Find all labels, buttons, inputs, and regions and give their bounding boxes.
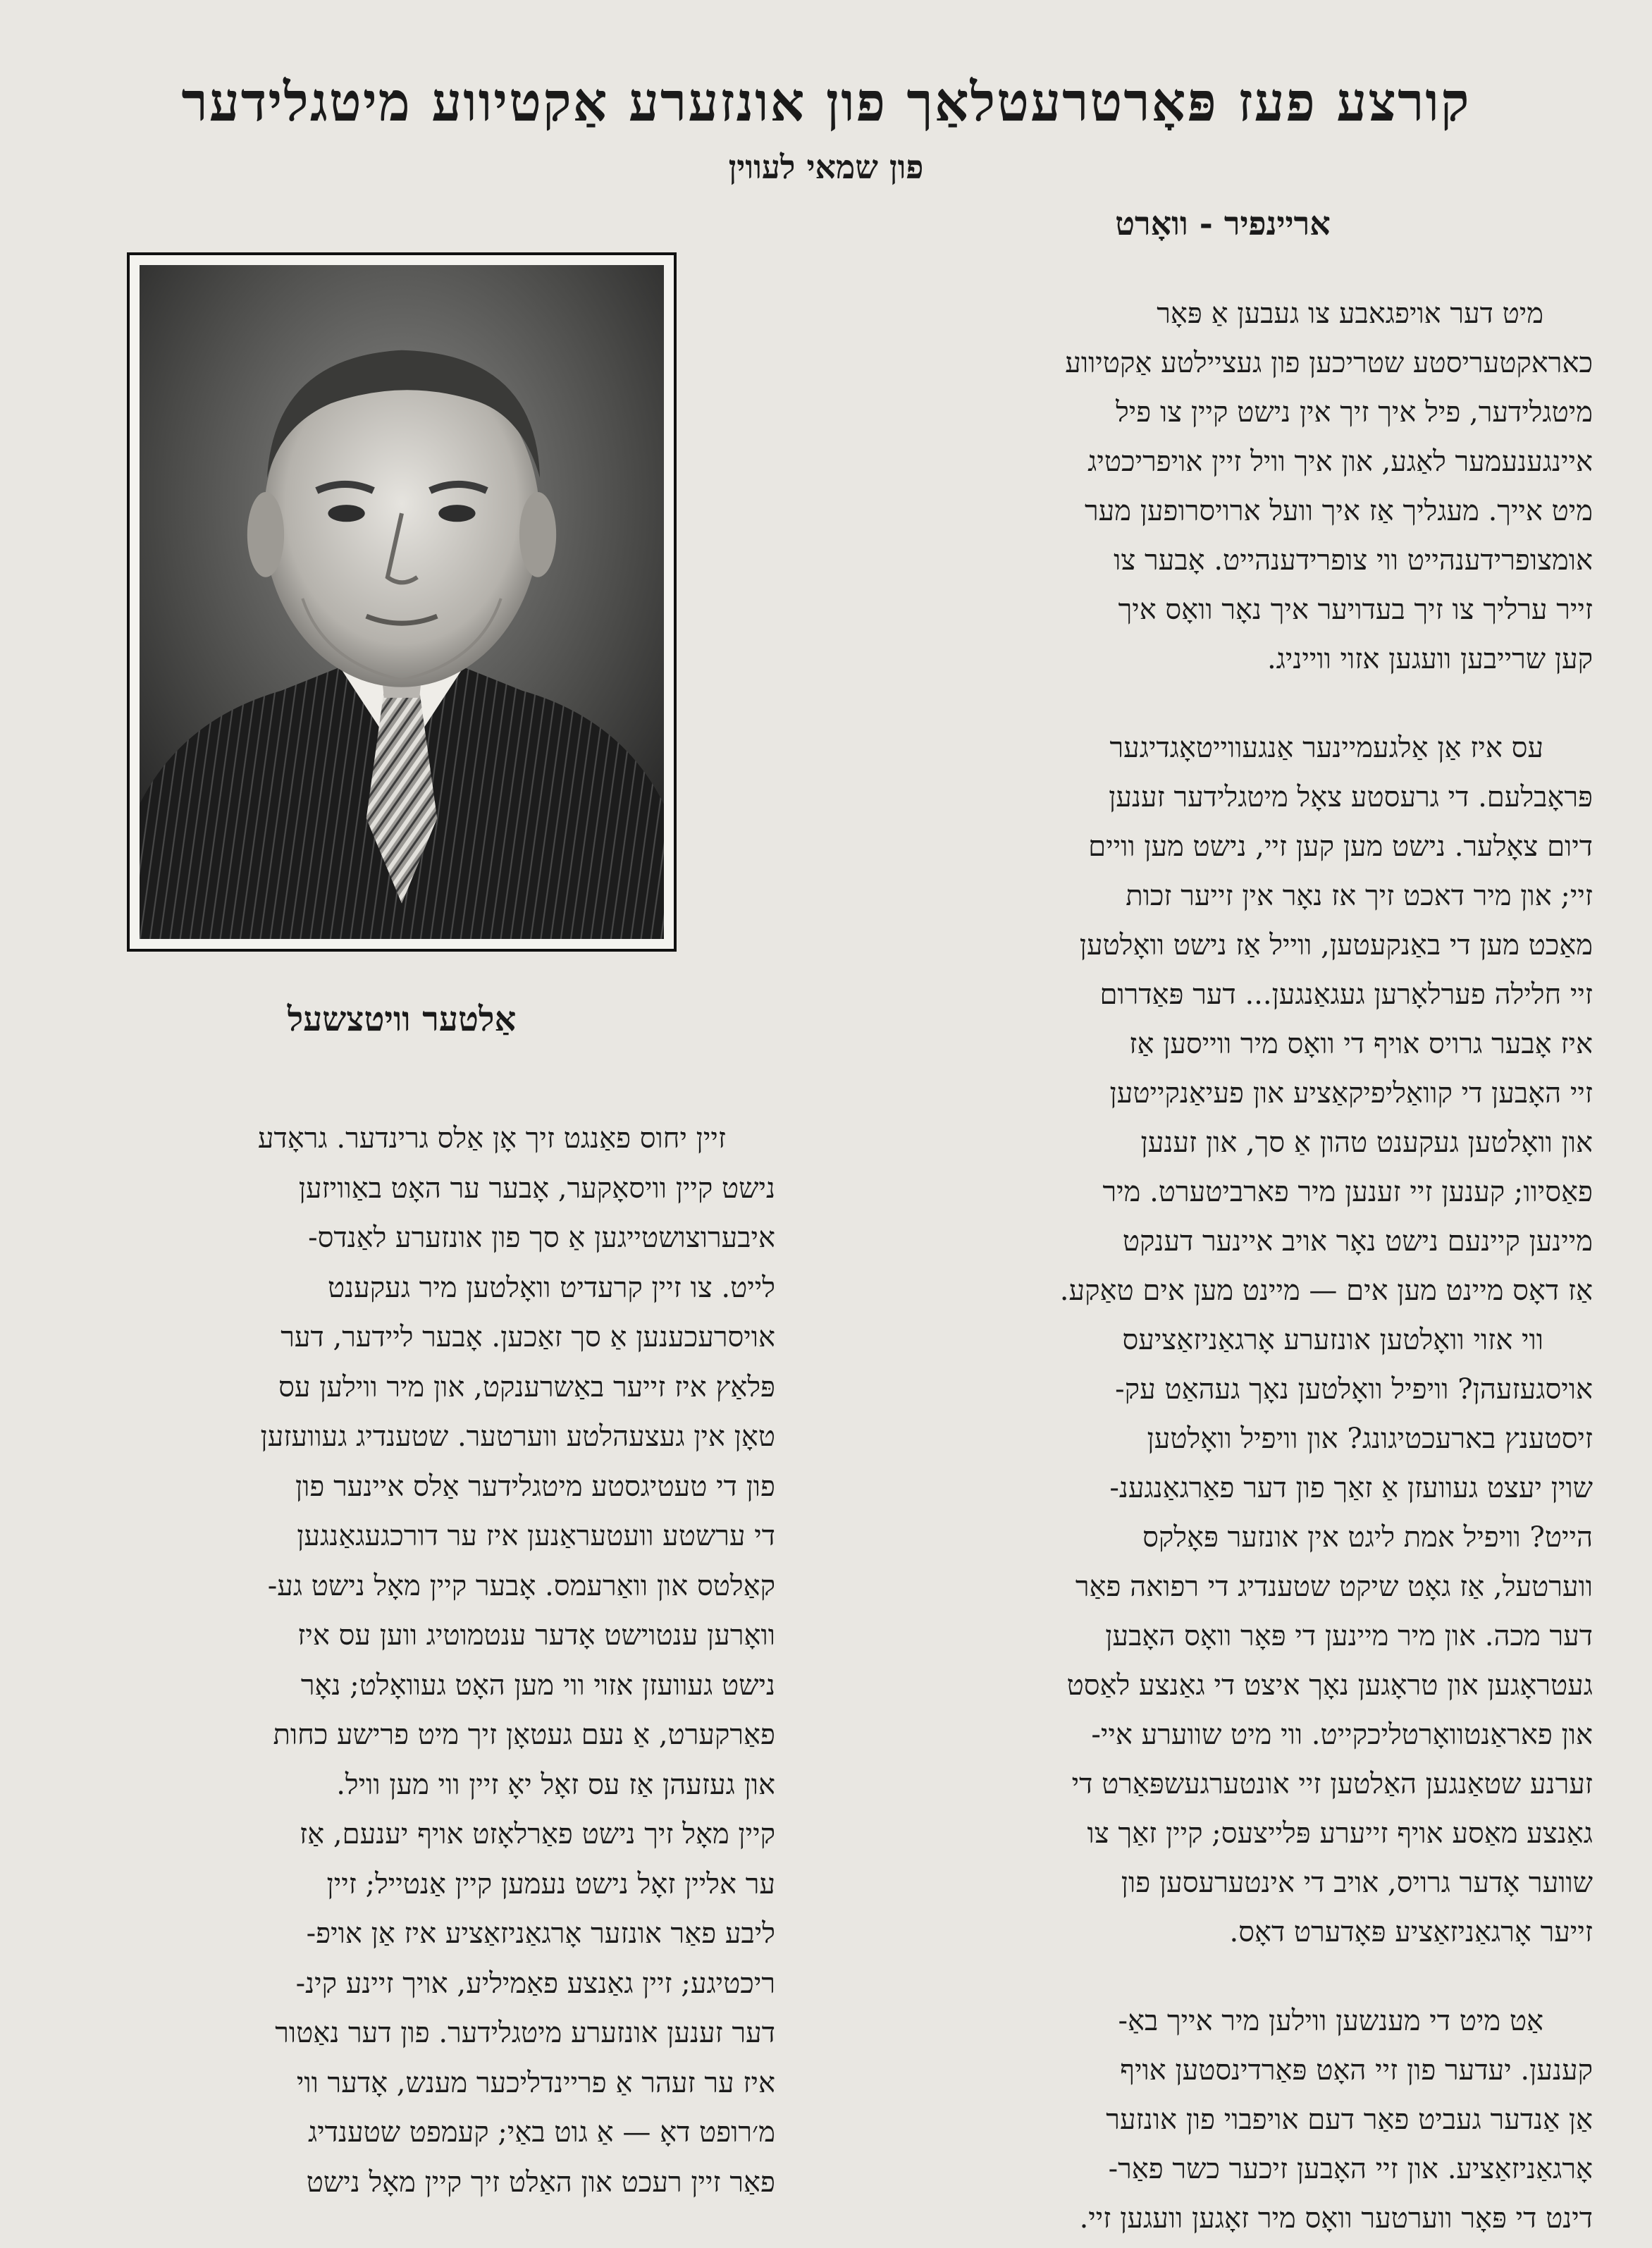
- text-line: מאַכט מען די באַנקעטען, ווייל אַז נישט וואָלטען: [1079, 929, 1593, 962]
- text-line: זיי חלילה פערלאָרען געגאַנגען... דער פּאַדרום: [1099, 978, 1593, 1011]
- text-line: איינגענעמער לאַגע, און איך וויל זיין אויפריכטיג: [1087, 446, 1593, 478]
- text-line: פאַר זיין רעכט און האַלט זיך קיין מאָל נישט: [306, 2166, 775, 2199]
- text-line: מיינען קיינעם נישט נאָר אויב איינער דענקט: [1122, 1225, 1593, 1258]
- text-line: און וואָלטען געקענט טהון אַ סך, און זענען: [1140, 1126, 1593, 1159]
- text-line: דער זענען אונזערע מיטגלידער. פון דער נאַטור: [275, 2017, 775, 2049]
- text-line: פאַרקערט, אַ נעם געטאָן זיך מיט פרישע כחות: [273, 1719, 775, 1751]
- text-line: דינט די פּאָר ווערטער וואָס מיר זאָגען וועגען זיי.: [1079, 2202, 1593, 2235]
- intro-paragraph: [853, 723, 1593, 1315]
- text-line: גאַנצע מאַסע אויף זייערע פּלייצעס; קיין זאַך צו: [1087, 1817, 1593, 1850]
- intro-column: [853, 289, 1593, 2243]
- photo-caption: אַלטער וויטצשעל: [287, 1000, 517, 1039]
- text-line: לייט. צו זיין קרעדיט וואָלטען מיר געקענט: [327, 1271, 775, 1304]
- text-line: אויסרעכענען אַ סך זאַכען. אָבער ליידער, דער: [281, 1321, 775, 1353]
- text-line: ליבע פאַר אונזער אָרגאַניזאַציע איז אַן אויפ-: [306, 1917, 775, 1950]
- intro-paragraph: [853, 1996, 1593, 2243]
- text-line: קען שרייבען וועגען אזוי ווייניג.: [1266, 643, 1593, 675]
- text-line: און געזעהן אַז עס זאָל יאָ זיין ווי מען וויל.: [336, 1768, 775, 1801]
- text-line: דער מכה. און מיר מיינען די פּאָר וואָס האָבען: [1105, 1620, 1593, 1652]
- text-line: איבערוצושטייגען אַ סך פון אונזערע לאַנדס-: [308, 1222, 775, 1254]
- text-line: ווערטעל, אַז גאָט שיקט שטענדיג די רפואה פאַר: [1075, 1571, 1593, 1603]
- intro-paragraph: [853, 1315, 1593, 1957]
- section-heading: אריינפיר - וואָרט: [1115, 204, 1331, 242]
- text-line: זיסטענץ בארעכטיגונג? און וויפיל וואָלטען: [1147, 1423, 1593, 1455]
- text-line: ווי אזוי וואָלטען אונזערע אָרגאַניזאַציעס: [1122, 1324, 1543, 1356]
- text-line: און פאראַנטוואָרטליכקייט. ווי מיט שווערע איי-: [1091, 1719, 1593, 1751]
- text-line: פאַסיוו; קענען זיי זענען מיר פארביטערט. מיר: [1102, 1176, 1593, 1208]
- text-line: אויסגעזעהן? וויפיל וואָלטען נאָך געהאַט עק-: [1115, 1373, 1593, 1406]
- text-line: פון די טעטיגסטע מיטגלידער אַלס איינער פון: [295, 1470, 775, 1503]
- text-line: זייער אָרגאַניזאַציע פּאָדערט דאָס.: [1229, 1916, 1593, 1948]
- text-line: כאראקטעריסטע שטריכען פון געציילטע אַקטיווע: [1065, 347, 1593, 379]
- text-line: איז ער זעהר אַ פריינדליכער מענש, אָדער ווי: [296, 2066, 775, 2099]
- text-line: נישט געוועזן אזוי ווי מען האָט געוואָלט; נאָר: [300, 1669, 775, 1702]
- portrait-photo: [127, 252, 677, 952]
- text-line: זערנע שטאַנגען האַלטען זיי אונטערגעשפּאַרט די: [1071, 1768, 1593, 1800]
- text-line: ער אליין זאָל נישט נעמען קיין אַנטייל; זיין: [326, 1867, 775, 1900]
- text-line: וואָרען ענטוישט אָדער ענטמוטיג ווען עס איז: [297, 1619, 775, 1652]
- text-line: מ׳רופט דאָ — אַ גוט באַי; קעמפט שטענדיג: [308, 2116, 775, 2149]
- text-line: פּראָבלעם. די גרעסטע צאָל מיטגלידער זענען: [1109, 781, 1593, 813]
- intro-paragraph: [853, 289, 1593, 684]
- text-line: זיי האָבען די קוואַליפיקאַציע און פעיאַנקייטען: [1109, 1077, 1593, 1110]
- portrait-image: [140, 265, 664, 939]
- text-line: שווער אָדער גרויס, אויב די אינטערעסען פון: [1121, 1867, 1593, 1899]
- text-line: אָרגאַניזאַציע. און זיי האָבען זיכער כשר פאַר-: [1108, 2153, 1593, 2185]
- text-line: שוין יעצט געוועזן אַ זאַך פון דער פאַרגאַנגענ-: [1109, 1472, 1593, 1504]
- page-title: קורצע פעז פּאָרטרעטלאַך פון אונזערע אַקטיווע מיטגלידער: [181, 70, 1471, 133]
- text-line: געטראָגען און טראָגען נאָך איצט די גאַנצע לאַסט: [1066, 1669, 1593, 1702]
- text-line: קענען. יעדער פון זיי האָט פּאַרדינסטען אויף: [1120, 2054, 1593, 2087]
- text-line: אַט מיט די מענשען ווילען מיר אייך באַ-: [1118, 2005, 1543, 2037]
- text-line: מיטגלידער, פיל איך זיך אין נישט קיין צו פיל: [1116, 396, 1593, 429]
- text-line: אַן אַנדער געביט פאַר דעם אויפבוי פון אונזער: [1106, 2103, 1593, 2136]
- text-line: איז אָבער גרויס אויף די וואָס מיר ווייסען אַז: [1129, 1028, 1593, 1060]
- text-line: טאָן אין געצעהלטע ווערטער. שטענדיג געוועזען: [260, 1420, 775, 1453]
- text-line: אַז דאָס מיינט מען אים — מיינט מען אים טאַקע.: [1059, 1275, 1593, 1307]
- text-line: מיט אייך. מעגליך אַז איך וועל ארויסרופען מער: [1084, 495, 1593, 527]
- text-line: ריכטיגע; זיין גאַנצע פאַמיליע, אויך זיינע קינ-: [295, 1967, 775, 2000]
- text-line: נישט קיין וויסאָקער, אָבער ער האָט באַוויזען: [298, 1172, 775, 1205]
- text-line: עס איז אַן אַלגעמיינער אַנגעווייטאָגדיגער: [1109, 732, 1543, 764]
- text-line: די ערשטע וועטעראַנען איז ער דורכגעגאַנגען: [297, 1520, 775, 1552]
- text-line: זייר ערליך צו זיך בעדויער איך נאָר וואָס איך: [1118, 594, 1593, 626]
- text-line: הייט? וויפיל אמת ליגט אין אונזער פּאָלקס: [1142, 1521, 1593, 1554]
- text-line: מיט דער אויפגאבע צו געבען אַ פּאָר: [1157, 297, 1543, 330]
- profile-column: [63, 1114, 775, 2207]
- text-line: קיין מאָל זיך נישט פאַרלאָזט אויף יענעם, אַז: [300, 1818, 775, 1850]
- text-line: פּלאַץ איז זייער באַשרענקט, און מיר ווילען עס: [278, 1370, 775, 1404]
- text-line: קאַלטס און וואַרעמס. אָבער קיין מאָל נישט גע-: [267, 1569, 775, 1602]
- text-line: זיי; און מיר דאכט זיך אז נאָר אין זייער זכות: [1126, 880, 1593, 912]
- text-line: דיום צאָלער. נישט מען קען זיי, נישט מען וויים: [1088, 830, 1593, 863]
- text-line: אומצופרידענהייט ווי צופרידענהייט. אָבער צו: [1114, 544, 1593, 577]
- text-line: זיין יחוס פאַנגט זיך אָן אַלס גרינדער. גראָדע: [257, 1122, 726, 1155]
- author-byline: פון שמאי לעווין: [728, 148, 924, 186]
